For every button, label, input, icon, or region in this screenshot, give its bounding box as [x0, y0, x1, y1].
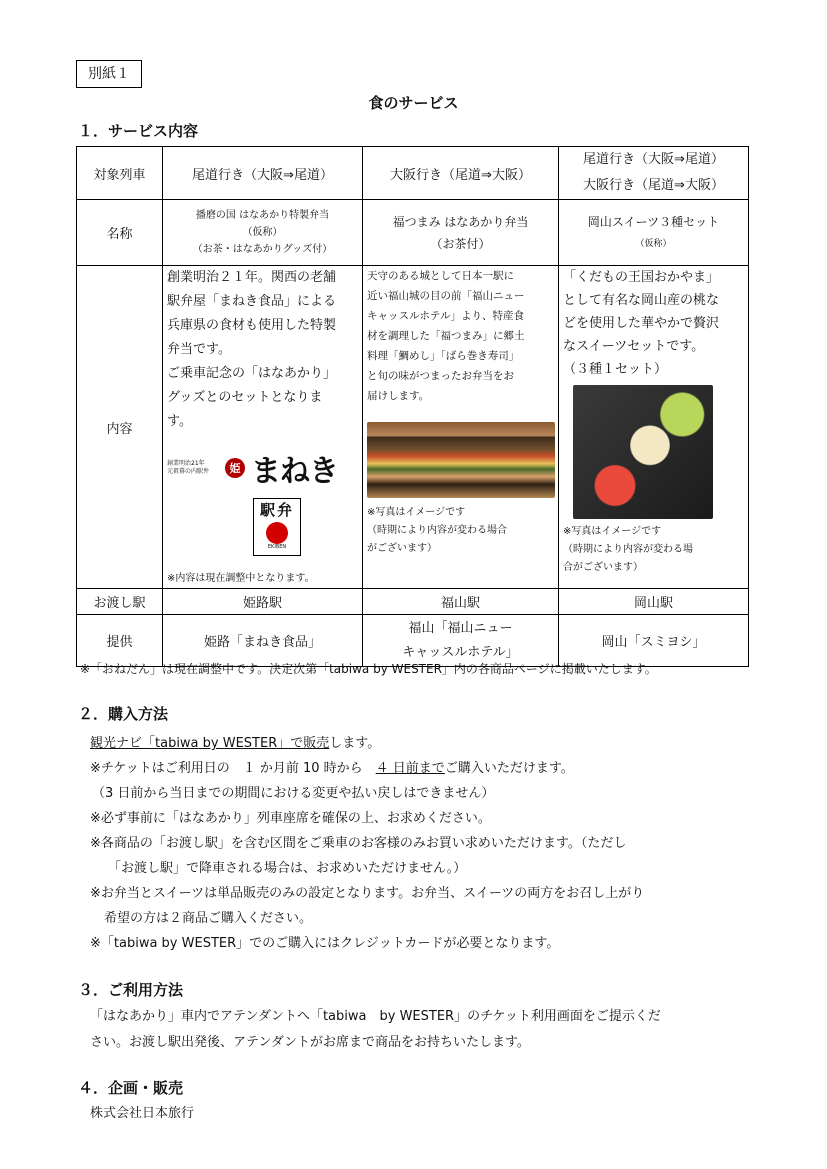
purchase-line-3: （3 日前から当日までの期間における変更や払い戻しはできません） — [92, 786, 495, 801]
purchase-line-7: ※お弁当とスイーツは単品販売のみの設定となります。お弁当、スイーツの両方をお召し上がり — [90, 886, 645, 901]
purchase-line-6: 「お渡し駅」で降車される場合は、お求めいただけません。） — [108, 861, 467, 876]
service-table — [76, 146, 749, 667]
col2-train: 大阪行き（尾道⇒大阪） — [363, 147, 559, 200]
page-title: 食のサービス — [368, 94, 459, 112]
col2-provider: 福山「福山ニュー キャッスルホテル」 — [363, 615, 559, 667]
col1-station: 姫路駅 — [163, 589, 363, 615]
bento-photo — [367, 422, 555, 498]
rising-sun-icon — [266, 522, 288, 544]
attachment-tag: 別紙１ — [76, 60, 142, 88]
col3-name: 岡山スイーツ３種セット （仮称） — [559, 200, 749, 266]
ekiben-logo: 駅弁 EKIBEN — [253, 498, 301, 556]
purchase-line-8: 希望の方は２商品ご購入ください。 — [104, 911, 313, 926]
col3-provider: 岡山「スミヨシ」 — [559, 615, 749, 667]
section1-heading: １．サービス内容 — [78, 122, 199, 140]
col3-note: ※写真はイメージです （時期により内容が変わる場 合がございます） — [563, 526, 693, 573]
row-label-train: 対象列車 — [77, 147, 163, 200]
col3-content — [559, 266, 749, 589]
hime-mark-icon: 姫 — [225, 458, 245, 478]
row-label-station: お渡し駅 — [77, 589, 163, 615]
col1-description: 創業明治２１年。関西の老舗 駅弁屋「まねき食品」による 兵庫県の食材も使用した特製 弁当です。 ご乗車記念の「はなあかり」 グッズとのセットとなりま す。 — [167, 270, 337, 429]
col1-content — [163, 266, 363, 589]
col3-train: 尾道行き（大阪⇒尾道） 大阪行き（尾道⇒大阪） — [559, 147, 749, 200]
col1-note: ※内容は現在調整中となります。 — [167, 573, 315, 584]
col2-content — [363, 266, 559, 589]
sweets-photo — [573, 385, 713, 519]
row-label-content: 内容 — [77, 266, 163, 589]
row-label-name: 名称 — [77, 200, 163, 266]
purchase-line-1: 観光ナビ「tabiwa by WESTER」で販売します。 — [90, 736, 381, 751]
usage-line-1: 「はなあかり」車内でアテンダントへ「tabiwa by WESTER」のチケット利用画面をご提示くだ — [90, 1009, 661, 1024]
col2-station: 福山駅 — [363, 589, 559, 615]
section4-heading: ４．企画・販売 — [78, 1079, 184, 1097]
row-label-provider: 提供 — [77, 615, 163, 667]
col3-description: 「くだもの王国おかやま」 として有名な岡山産の桃な どを使用した華やかで贅沢 なスイーツセットです。 （３種１セット） — [563, 270, 720, 377]
price-footnote: ※「おねだん」は現在調整中です。決定次第「tabiwa by WESTER」内の各商品ページに掲載いたします。 — [80, 662, 657, 676]
purchase-line-2: ※チケットはご利用日の １ か月前 10 時から ４ 日前までご購入いただけます。 — [90, 761, 574, 776]
usage-line-2: さい。お渡し駅出発後、アテンダントがお席まで商品をお持ちいたします。 — [90, 1035, 530, 1050]
maneki-logo: 創業明治21年 元祖幕の内駅弁 姫 まねき — [167, 454, 338, 489]
col2-name: 福つまみ はなあかり弁当 （お茶付） — [363, 200, 559, 266]
col2-description: 天守のある城として日本一駅に 近い福山城の目の前「福山ニュー キャッスルホテル」より、特産食 材を調理した「福つまみ」に郷土 料理「鯛めし」「ばら巻き寿司」 と旬の味がつまったお弁当をお 届けします。 — [367, 270, 525, 402]
col1-train: 尾道行き（大阪⇒尾道） — [163, 147, 363, 200]
purchase-line-5: ※各商品の「お渡し駅」を含む区間をご乗車のお客様のみお買い求めいただけます。（ただし — [90, 836, 627, 851]
col3-station: 岡山駅 — [559, 589, 749, 615]
col2-note: ※写真はイメージです （時期により内容が変わる場合 がございます） — [367, 507, 507, 554]
company-name: 株式会社日本旅行 — [90, 1106, 195, 1121]
section2-heading: ２．購入方法 — [78, 705, 169, 723]
col1-provider: 姫路「まねき食品」 — [163, 615, 363, 667]
purchase-line-4: ※必ず事前に「はなあかり」列車座席を確保の上、お求めください。 — [90, 811, 491, 826]
section3-heading: ３．ご利用方法 — [78, 981, 184, 999]
col1-name: 播磨の国 はなあかり特製弁当 （仮称） （お茶・はなあかりグッズ付） — [163, 200, 363, 266]
purchase-line-9: ※「tabiwa by WESTER」でのご購入にはクレジットカードが必要となります。 — [90, 936, 560, 951]
